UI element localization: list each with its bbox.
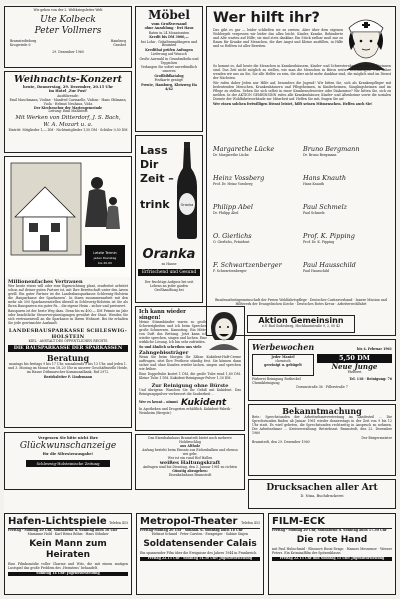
cinema-title: Die rote Hand (296, 534, 368, 545)
moebel-line: Kredit bis DM 3000,— (149, 35, 189, 39)
signature: Paul Hausschild (303, 261, 356, 269)
wer-title: Wer hilft ihr? (213, 10, 320, 26)
wer-para-2: So kommt es, daß heute die Menschen in Krankenhäusern, Kinder- und Schwesternheimen ohne Helferinnen sind. Das Zeit nicht möglich zu stellen, wie man die Menschen in Büros weiter beschäftigen. Und daher wenden wir uns an Sie, Sie alle Helfer zu sein, die aber nicht mehr dankbar sind, die möglich sind im Dienst der Nächsten. (213, 64, 391, 80)
signature-caption: Paul Schmelz (303, 211, 325, 215)
werbe-price: 5,50 DM (317, 354, 392, 363)
signature: Paul Schmelz (303, 203, 348, 211)
signature-caption: Dr. Philipp Abel (213, 211, 239, 215)
oranka-slogan-4: trink (140, 198, 170, 211)
glueck-script: Glückwunschanzeige (19, 441, 117, 452)
werbe-shop: Neue Junge (331, 362, 378, 371)
birth-name-1: Ute Kolbeck (40, 14, 96, 25)
signature-block (303, 203, 389, 230)
birth-place-right: Hamburg (110, 38, 126, 43)
signature-caption: Prof. Dr. Heinz Vossberg (213, 182, 253, 186)
svg-text:jeden Dienstag: jeden Dienstag (93, 256, 117, 260)
cinema-title: Kein Mann zum Heiraten (29, 538, 107, 560)
glueck-line-2: für die Silvesterausgabe! (42, 452, 94, 457)
werbe-box-2: chemisch (275, 358, 291, 363)
oranka-slogan-3: Zeit – (140, 172, 174, 185)
cinema-tel: Telefon 453 (109, 521, 128, 525)
signature-block (303, 232, 389, 259)
signature-caption: Dr. Margarethe Lücke (213, 153, 249, 157)
bekannt-text: Betr.: Sprechstunden der Arbeitnehmervertretung im Landesteil … Die Sprechstunden finden ab Januar 1961 wieder donnerstags in der Zeit von 9 bis 12 Uhr statt. Es wird gebeten, die Sprechstunden rechtzeitig in Anspruch zu nehmen. Die Arbeitnehmer … Kreisverwaltung: Betriebsrat. Bramstedt, den 22. Dezember 1960 (252, 415, 392, 435)
spar-beratung-text: montags bis freitags 9 bis 17 Uhr, sonnabends 9 bis 13 Uhr, und jeden 1. und 3. Montag im Monat von 18–20 Uhr in unserer Geschäftsstelle Heide, im Hause Dithmarscher Kommunalbank, Ruf 2972. (8, 362, 128, 375)
holz-l4: wei gebr. (182, 451, 198, 456)
wer-hilft-ad (206, 6, 396, 336)
drucksachen-ad (248, 479, 396, 509)
kuk-body-3: Eine Doppeltube kostet 1 DM, die große Tube rund 1,80 DM. Kleine Tube 1 DM. Kukident-Reinigungs-Pulver 1,30 DM. (139, 372, 241, 381)
werbe-shop-2: Färberei (347, 370, 362, 374)
signature-block (213, 232, 299, 259)
cinema-when: Freitag - Montag 20 Uhr, Sonnabend u. Sonntag auch 17.30 Uhr (272, 528, 387, 532)
oranka-tag: Erfrischend und Gesund (138, 269, 200, 276)
bekanntmachung (248, 404, 396, 476)
signature-block (213, 261, 299, 288)
spar-headline: Millionenfaches Vertrauen (8, 279, 83, 285)
cinema-when: Freitag - Montag 20 Uhr, Sonnabend u. Sonntag auch 16 Uhr (8, 528, 118, 532)
birth-place-left: Bramstedteborg (10, 38, 37, 43)
kukident-ad (135, 306, 245, 431)
konzert-entry: Eintritt: Mitglieder 1,— DM · Nichtmitglieder 1,50 DM · Schüler 0,50 DM (8, 128, 128, 133)
wer-para-4: Wer einen solchen freiwilligen Dienst leistet, hilft seinen Mitmenschen. Helfen auch Sie! (213, 102, 373, 107)
kuk-brand: Kukident (180, 398, 227, 408)
moebel-title: Möbel (148, 8, 190, 22)
werbewochen-ad (248, 339, 396, 401)
glueck-paper: Schleswig-Holsteinische Zeitung (26, 460, 110, 467)
kuk-body-4: Und übrigens: Waschen Sie Ihr Gebiß mit Kukident. Das Reinigungspulver verbessert die Sauberkeit … (139, 387, 241, 396)
moebel-line: bei Lohn-, Gehaltsempfängern und Beamten (140, 39, 198, 48)
signature: F. Schwartzenberger (213, 261, 282, 269)
oranka-brand: Oranka (142, 247, 196, 262)
glueckwunsch-ad (4, 432, 132, 490)
signature-block (213, 203, 299, 230)
signature-block (213, 145, 299, 172)
nurse-illustration (343, 10, 389, 70)
moebel-line: Raten in 24 Monatsraten (148, 30, 190, 35)
konzert-works-2: W. A. Mozart u. a. (43, 121, 93, 128)
kuk-body: Meine Stimmbänder waren so große Schwierigkeiten und ich beim Sprechen große Schmerzen. Kannsting. Ein Mittel von Duft das Rettung. Jetzt kann ich wieder sprechen, singen und lachen. Eine wirkliche Lösung. Ich bin sehr zufrieden. (139, 320, 207, 344)
birth-place-left-2: Krogwiede 6 (10, 42, 31, 47)
kuk-bold-1: So und ähnlich schreiben uns viele (139, 345, 202, 350)
moebel-line: Große Auswahl in Grundmöbeln und Teppichen (139, 56, 199, 65)
holz-l3: Anfang besteht beim Einsatz aus Eichenbalken und ebenso (142, 447, 238, 452)
kuk-wer: Wer es kennt – nimmt (139, 400, 178, 405)
signature-caption: Paul Hausschild (303, 269, 329, 273)
moebel-address: Prente, Hamburg, Klotzweg Ha 4/42 (141, 83, 197, 92)
signature: Bruno Bergmann (303, 145, 360, 153)
moebel-sub: vom Großversand (151, 22, 187, 26)
cinema-name: Metropol-Theater (140, 516, 238, 527)
konzert-lead: Leitung: Emil Mahlstedt (48, 109, 88, 114)
svg-text:Letzte Termin: Letzte Termin (93, 251, 117, 255)
oranka-slogan-2: Dir (140, 158, 159, 171)
konzert-where: im Hotel ‚Zur Post‘ (48, 89, 88, 94)
werbe-addr: Dorumstraße 36 · Fillerstraße 7 (296, 384, 348, 389)
cinema-tel: Telefon 453 (241, 521, 260, 525)
konzert-when: heute, Donnerstag, 29. Dezember, 20.15 Uhr (22, 85, 114, 89)
signature: Heinz Vossberg (213, 174, 265, 182)
holz-l2: aus Altholz (180, 443, 200, 448)
signature-caption: O. Gierlichs, Präsident (213, 240, 250, 244)
signature-caption: Dr. Bruno Bergmann (303, 153, 337, 157)
signature: Philipp Abel (213, 203, 253, 211)
cinema-row (4, 513, 396, 595)
moebel-line: Postkarte genügt! (154, 78, 184, 83)
druck-line-2: D. Nina, Buchdruckerei (300, 494, 344, 498)
cinema-cast: Helmut Schmid · Peter Carsten · Ewageiger · Sabine Sinjen (151, 531, 249, 536)
wer-para-3: Wir rufen daher Jeden nur Hilfe auf, besonders die Jugend! Wir bitten Sie, sich als Krankenpfleger mit bedeutenden Menschen, Krankenhäusern und Pflegeheimen, in Kinderheimen, Säuglingsheimen und im Pflege zu stellen. Sehen Sie sich selbst in einer Krankenschwester oder Diakonisse? Wir bitten Sie, sich zu melden. In der AKTION GEMEINSINN rufen alle Krankenhäuser, Kinder- und Altenheime sowie die sozialen Dienste der Wohlfahrtsverbände zur Mitarbeit auf. Helfen Sie mit, fragen Sie an! (213, 81, 391, 101)
signature-block (303, 174, 389, 201)
oranka-slogan-1: Lass (140, 144, 168, 157)
werbe-box-3: gereinigt u. gebügelt (264, 362, 302, 367)
signature-block (213, 174, 299, 201)
spar-text-2: Bausparen ist der beste Weg dazu. Denn bis zu 400,— DM Prämie im Jahr oder beachtliche Steuervergünstigungen gewährt der Staat. Wenden Sie sich vertrauensvoll an die Sparkasse in Ihrem Wohnort. Bei ihr erhalten Sie jede gewünschte Auskunft. (8, 308, 128, 325)
werbe-tel: Tel. 118 · Reinigung: 76 (349, 377, 392, 381)
family-illustration (5, 157, 131, 277)
svg-text:Oranka: Oranka (180, 203, 194, 207)
moebel-line: Verlangen Sie sofort unverbindlich unseren (140, 65, 198, 74)
kuk-body-2: Wenn Sie beim Morgen Ihr Zähne Kukident-Haft-Creme auftragen, sitzt Ihre Prothese ständig fest. Sie können dann sicher und ohne Kunden wieder lachen, singen und sprechen wie früher. (139, 355, 241, 371)
oranka-note: Der fruchtige Aufguss bei seit Lebens an jeder gaufen Großhandlung bei (144, 280, 194, 292)
signature: Hans Knauth (303, 174, 347, 182)
cinema-cast: Marianne Hold · Karl Heinz Böhm · Hans Söhnker (27, 531, 109, 536)
bottle-illustration (176, 142, 198, 240)
svg-text:bis 20.00: bis 20.00 (98, 261, 112, 265)
cinema-foot: Freitag 22.15 Uhr und Sonntag 15 Uhr: Jugendvorstellung (272, 557, 392, 561)
cinema-ad (268, 513, 396, 595)
signature: O. Gierlichs (213, 232, 252, 240)
signature-block (303, 145, 389, 172)
konzert-choir: Der Kirchenchor der Mariengemeinde (33, 105, 103, 110)
cinema-foot: Freitag 22.15 Uhr · Sonntag 14.30 Uhr: Jugendvorstellung (140, 557, 260, 561)
birth-name-2: Peter Vollmers (34, 25, 102, 36)
signature-grid (213, 145, 391, 295)
cinema-when: Freitag-Montag 20 Uhr · Sonnab. u. Sonntag auch 16 Uhr (140, 528, 243, 532)
cinema-desc: Ein spannender Film über die Ereignisse des Jahres 1944 in Frankreich. (140, 550, 258, 555)
kuk-bold-2: Zahngebissträger (139, 350, 189, 357)
holz-l6: Anfragen sind bis Dienstag, den 3. Januar 1961 zu richten (142, 465, 238, 470)
spar-beratung: Beratung (46, 353, 90, 364)
spar-bank: LANDESBAUSPARKASSE SCHLESWIG-HOLSTEIN (8, 327, 128, 340)
holz-l1: Das Eisenbahnhaus Bramstedt bietet noch mehrere Holzbeschlag (148, 436, 232, 444)
moebel-line: ohne Anzahlung · frei Haus (144, 26, 194, 30)
holz-b1: weißes Haltungskraft (159, 460, 221, 467)
druck-line-1: Drucksachen aller Art (266, 483, 378, 493)
werbe-title: Werbewochen (252, 342, 315, 352)
cinema-ad (136, 513, 264, 595)
spar-text-1: Wer heute etwas will oder eine Eigenrichtung plant, erarbeitet arbeitet schon auf deiner guten Partner ist, mit Ihre Bereitschaft unter den Arsen gerill. Ein guter Partner ist die Landesbausparkasse Schleswig-Holstein die ‚Bauparkasse der Sparkassen‘. In ihnen zusammenarbeit mit den mehr als 300 Sparkassenstellen überall in Schleswig-Holstein ist Sie als Ihren Bausparern ein guter Pa… die eigene Heim – sicher und preiswert. (8, 284, 128, 308)
werbe-box-1: Jeder Mantel (271, 355, 295, 359)
wer-aktion-addr: e.V. Bad Godesberg, Hochhausstraße 9, 2, 00 42 (261, 324, 341, 328)
holz-b2: Günstig abzugeben: (172, 469, 208, 474)
oranka-ad (135, 135, 203, 303)
cinema-name: Hafen-Lichtspiele (8, 516, 107, 527)
holz-l5: Wer ist ein rund Hof Hallen (167, 455, 213, 460)
spar-bank-sub: KIEL · ANSTALT DES ÖFFENTLICHEN RECHTS (28, 338, 108, 343)
woman-illustration (207, 310, 241, 350)
birth-intro: Wir geben von der 2. Weltkriegsleiter Welt (33, 8, 103, 12)
werbe-left: Färberei Reinigung Rutbeckel Chemikleinigung (252, 377, 301, 385)
wer-para-1: Das gibt es gar — leider schließen sie zu zweien. Aber über dem eigenen Wohlergeh vergessen wir leider das allzu leicht. Kinder, Kranke, Behinderte und Alte warten auf Hilfe; sie sind stets dankbar. Ein Stück zielbar muß nur zu Raum für Kranke und Menschen, die ihre Angst und Kleine ausfüllen, in Hilfe und so Helfern ist aller Bereiten. (213, 28, 343, 48)
bekannt-title: Bekanntmachung (282, 406, 362, 416)
birth-date: 29. Dezember 1960 (52, 49, 84, 54)
bekannt-place: Bramstedt, den 29. Dezember 1960 (252, 439, 310, 444)
konzert-title: Weihnachts-Konzert (13, 74, 122, 85)
cinema-name: FILM-ECK (272, 516, 325, 527)
bekannt-sign: Der Bürgermeister (361, 436, 392, 441)
holz-l7: Eisenbahnhaus Bramstedt (168, 473, 212, 478)
kuk-head: Ich kann wieder singen! (139, 309, 186, 322)
spar-rep: Bezirksleiter P. Lindemann (43, 375, 93, 380)
konzert-works-1: Mit Werken von Ditterdorf, J. S. Bach, (15, 115, 121, 122)
holz-ad (135, 434, 245, 490)
spar-slogan: DIE BAUSPARKASSE DER SPARKASSEN (8, 345, 128, 352)
kuk-head-2: Zur Reinigung ohne Bürste (151, 382, 229, 389)
wer-footer: Bundesarbeitsgemeinschaft der Freien Wohlfahrtspflege · Deutscher Caritasverband · Innere Mission und Hilfswerk der Evangelischen Kirche · Deutsches Rotes Kreuz · Arbeiterwohlfahrt (215, 298, 387, 306)
konzert-performers: Emil Maschmann, Violine · Manfred Carmaelle, Violine · Hans Ohlmann, Viola · Helmut Neuhaus, Viola (9, 97, 127, 106)
konzert-ad (4, 71, 132, 153)
signature-block (303, 261, 389, 288)
sparkasse-ad (4, 156, 132, 428)
birth-announcement (4, 6, 132, 68)
signature: Margarethe Lücke (213, 145, 275, 153)
signature: Prof. K. Pipping (303, 232, 355, 240)
cinema-title: Soldatensender Calais (143, 538, 257, 549)
newspaper-page (4, 4, 396, 595)
cinema-desc: Eine Filmkomödie voller Charme und Witz, die mit einem mutigen Lustspiel das große Problem des ‚Heiratens‘ behandelt. (8, 561, 128, 570)
birth-place-right-2: Grasbet (113, 42, 126, 47)
signature-caption: Prof. Dr. K. Pipping (303, 240, 335, 244)
werbe-date: bis 4. Februar 1961 (357, 347, 392, 351)
kuk-body-5: In Apotheken und Drogerien erhältlich. Kukident-Fabrik · Weinheim (Bergstr.) (139, 407, 232, 415)
oranka-brand-sub: zu Hause (161, 262, 177, 266)
signature-caption: F. Schwartzenberger (213, 269, 247, 273)
wer-aktion: Aktion Gemeinsinn (258, 316, 344, 325)
glueck-line-1: Vergessen Sie bitte nicht Ihre (37, 436, 99, 440)
moebel-lines (139, 27, 199, 83)
moebel-ad (135, 6, 203, 132)
konzert-perf-head: Ausführende: (57, 93, 79, 98)
moebel-line: Lieferung auf Wunsch (151, 52, 187, 57)
cinema-foot: Sonntag 14 Uhr: Jugendvorstellung (8, 572, 128, 576)
signature-caption: Hans Knauth (303, 182, 325, 186)
cinema-desc: mit Paul Hubschmid · Eleonore Rossi-Drago · Hannes Messemer · Werner Peters. Ein Kriminalfilm der Spitzenklasse. (272, 546, 392, 555)
cinema-ad (4, 513, 132, 595)
moebel-line: Großbildkatalog (154, 73, 184, 78)
moebel-line: Kredithai prüfen Anfragen (145, 47, 193, 52)
